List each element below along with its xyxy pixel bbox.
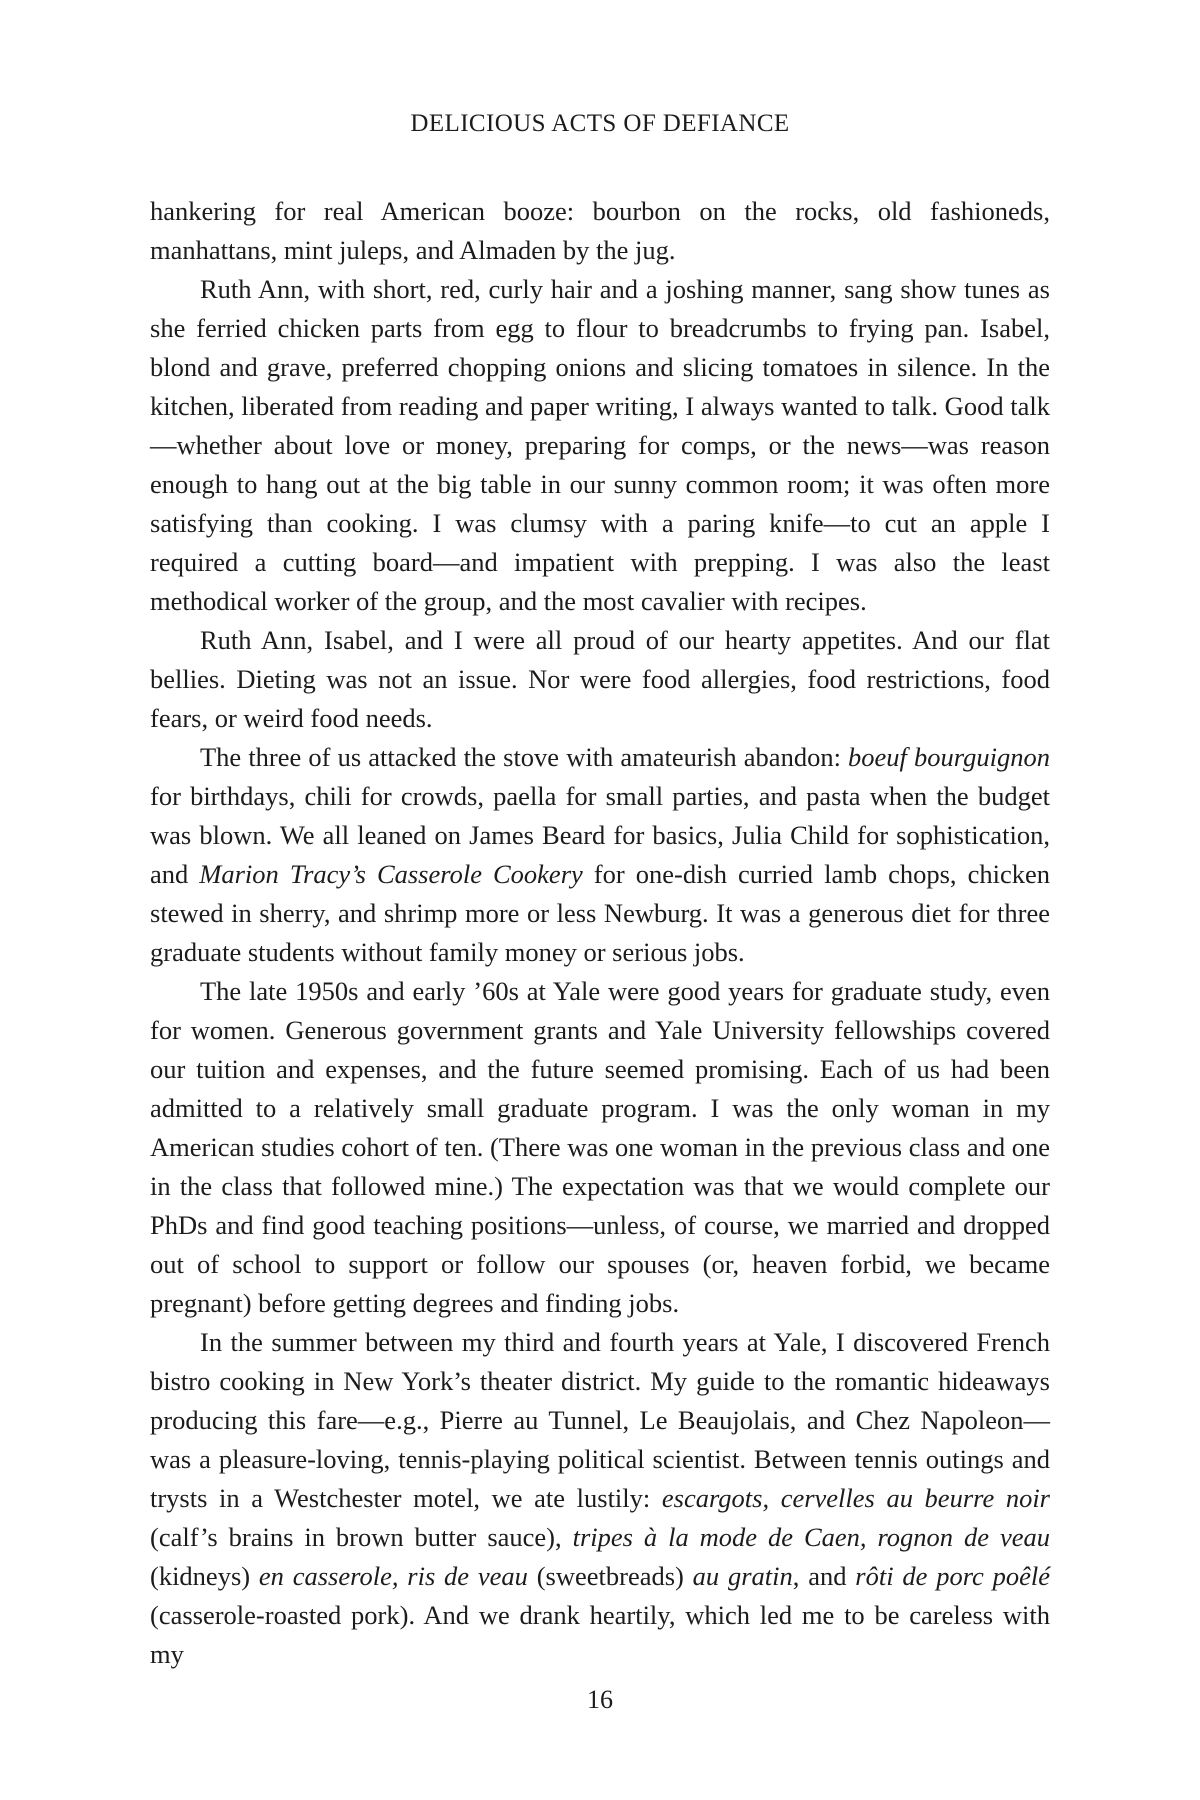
text-run: , and (792, 1561, 856, 1591)
text-run: In the summer between my third and fourth years at Yale, I discovered French bistro cooking in New York’s theater district. My guide to the romantic hideaways producing this fare—e.g., Pierre au Tunnel, Le Beaujolais, and Chez Napoleon—was a pleasure-loving, tennis-playing political scientist. Between tennis outings and trysts in a Westchester motel, we ate lustily: (150, 1327, 1050, 1513)
paragraph-3 (150, 621, 1050, 738)
italic-text: rôti de porc poêlé (855, 1561, 1051, 1591)
page-number: 16 (587, 1685, 613, 1714)
paragraph-1 (150, 192, 1050, 270)
running-head: DELICIOUS ACTS OF DEFIANCE (410, 110, 790, 137)
text-run: (casserole-roasted pork). And we drank heartily, which led me to be careless with my (150, 1600, 1050, 1669)
italic-text: tripes à la mode de Caen, rognon de veau (572, 1522, 1050, 1552)
italic-text: Marion Tracy’s Casserole Cookery (199, 859, 583, 889)
paragraph-2 (150, 270, 1050, 621)
text-run: for birthdays, chili for crowds, paella for small parties, and pasta when the budget was blown. We all leaned on James Beard for basics, Julia Child for sophistication, and (150, 781, 1050, 889)
paragraph-5 (150, 972, 1050, 1323)
paragraph-4 (150, 738, 1050, 972)
body-text (150, 192, 1050, 1674)
text-run: (kidneys) (150, 1561, 259, 1591)
text-run: for one-dish curried lamb chops, chicken stewed in sherry, and shrimp more or less Newburg. It was a generous diet for three graduate students without family money or serious jobs. (150, 859, 1050, 967)
text-run: Ruth Ann, Isabel, and I were all proud of our hearty appetites. And our flat bellies. Dieting was not an issue. Nor were food allergies, food restrictions, food fears, or weird food needs. (150, 625, 1050, 733)
paragraph-6 (150, 1323, 1050, 1674)
text-run: The three of us attacked the stove with amateurish abandon: (200, 742, 849, 772)
text-run: hankering for real American booze: bourbon on the rocks, old fashioneds, manhattans, mint juleps, and Almaden by the jug. (150, 196, 1050, 265)
text-run: Ruth Ann, with short, red, curly hair and a joshing manner, sang show tunes as she ferried chicken parts from egg to flour to breadcrumbs to frying pan. Isabel, blond and grave, preferred chopping onions and slicing tomatoes in silence. In the kitchen, liberated from reading and paper writing, I always wanted to talk. Good talk—whether about love or money, preparing for comps, or the news—was reason enough to hang out at the big table in our sunny common room; it was often more satisfying than cooking. I was clumsy with a paring knife—to cut an apple I required a cutting board—and impatient with prepping. I was also the least methodical worker of the group, and the most cavalier with recipes. (150, 274, 1050, 616)
text-run: (calf’s brains in brown butter sauce), (150, 1522, 573, 1552)
italic-text: boeuf bourguignon (848, 742, 1050, 772)
text-run: (sweetbreads) (527, 1561, 693, 1591)
italic-text: escargots, cervelles au beurre noir (661, 1483, 1050, 1513)
text-run: The late 1950s and early ’60s at Yale were good years for graduate study, even for women. Generous government grants and Yale University fellowships covered our tuition and expenses, and the future seemed promising. Each of us had been admitted to a relatively small graduate program. I was the only woman in my American studies cohort of ten. (There was one woman in the previous class and one in the class that followed mine.) The expectation was that we would complete our PhDs and find good teaching positions—unless, of course, we married and dropped out of school to support or follow our spouses (or, heaven forbid, we became pregnant) before getting degrees and finding jobs. (150, 976, 1050, 1318)
italic-text: au gratin (692, 1561, 793, 1591)
italic-text: en casserole, ris de veau (258, 1561, 528, 1591)
